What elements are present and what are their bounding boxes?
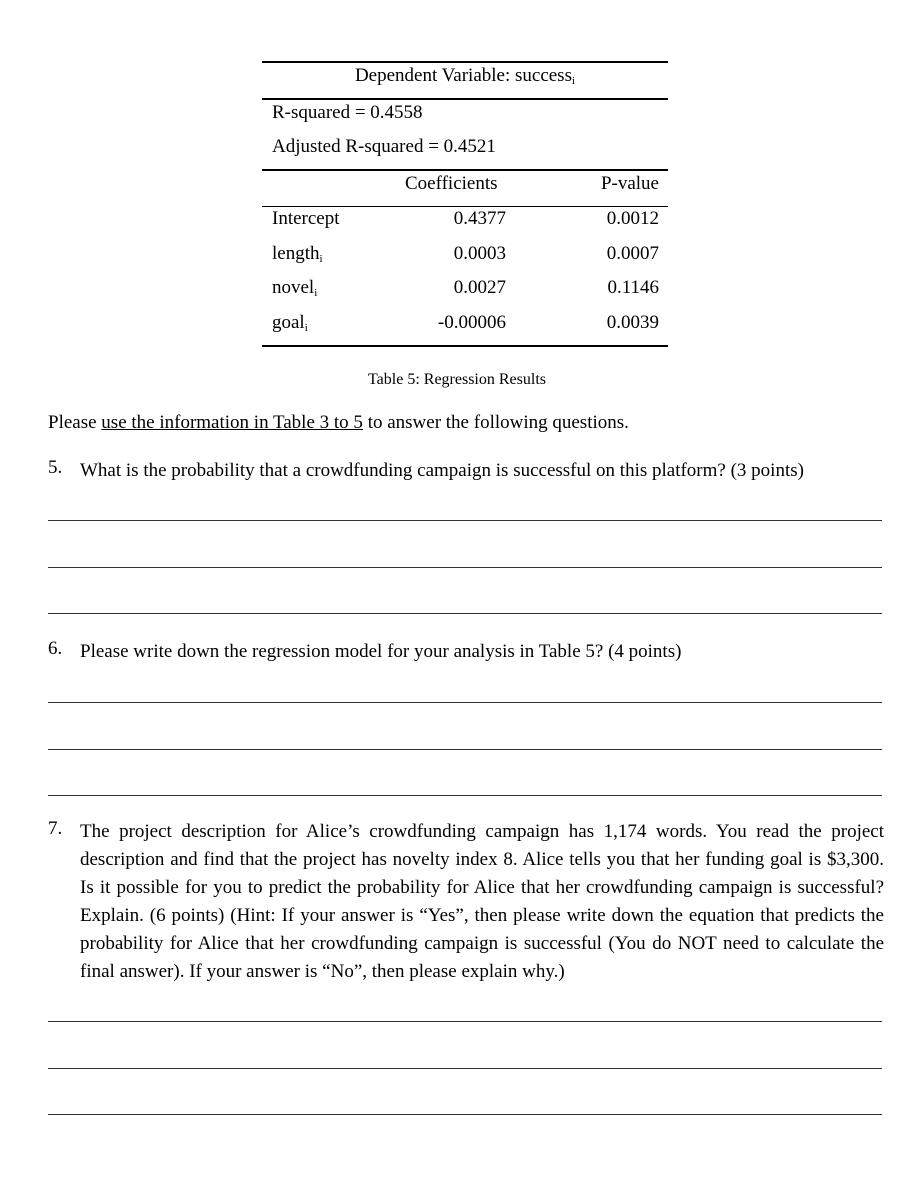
question-number: 5. (48, 457, 63, 478)
table-header-bottom-rule (262, 206, 668, 207)
row-pvalue: 0.1146 (607, 277, 659, 298)
table-top-rule (262, 61, 668, 63)
table-title-rule (262, 98, 668, 100)
row-label: Intercept (272, 208, 340, 229)
answer-line[interactable] (48, 1068, 882, 1069)
table-header-top-rule (262, 169, 668, 171)
answer-line[interactable] (48, 613, 882, 614)
answer-line[interactable] (48, 1021, 882, 1022)
row-pvalue: 0.0039 (606, 312, 659, 333)
col-header-pvalue: P-value (600, 173, 659, 194)
question-text: What is the probability that a crowdfunding campaign is successful on this platform? (3 points) (80, 460, 804, 481)
adj-r-squared-row (262, 136, 668, 162)
table-row (262, 277, 668, 303)
table-row (262, 312, 668, 338)
row-coefficient: 0.0027 (453, 277, 506, 298)
answer-line[interactable] (48, 1114, 882, 1115)
row-coefficient: 0.0003 (453, 243, 506, 264)
table-bottom-rule (262, 345, 668, 347)
table-title-row (262, 65, 668, 91)
answer-line[interactable] (48, 749, 882, 750)
table-row (262, 208, 668, 234)
row-pvalue: 0.0012 (606, 208, 659, 229)
row-coefficient: 0.4377 (453, 208, 506, 229)
answer-line[interactable] (48, 567, 882, 568)
row-coefficient: -0.00006 (437, 312, 506, 333)
question-number: 6. (48, 638, 63, 659)
table-caption: Table 5: Regression Results (368, 371, 546, 388)
question-7 (48, 818, 884, 986)
r-squared: R-squared = 0.4558 (272, 102, 423, 123)
instructions-reference: use the information in Table 3 to 5 (101, 412, 363, 433)
row-pvalue: 0.0007 (606, 243, 659, 264)
table-row (262, 243, 668, 269)
answer-line[interactable] (48, 795, 882, 796)
table-header-row (262, 173, 668, 199)
question-6 (48, 638, 884, 666)
question-text: The project description for Alice’s crowdfunding campaign has 1,174 words. You read the project description and find that the project has novelty index 8. Alice tells you that her funding goal is $3,300. Is it possible for you to predict the probability for Alice that her crowdfunding campaign is successful? Explain. (6 points) (Hint: If your answer is “Yes”, then please write down the equation that predicts the probability for Alice that her crowdfunding campaign is successful (You do NOT need to calculate the final answer). If your answer is “No”, then please explain why.) (80, 821, 884, 982)
instructions: Please use the information in Table 3 to 5 to answer the following questions. (48, 412, 629, 433)
row-label: length$_i$ (272, 243, 323, 265)
table-title: Dependent Variable: success$_i$ (354, 65, 576, 87)
answer-line[interactable] (48, 520, 882, 521)
row-label: goal$_i$ (272, 312, 308, 334)
col-header-coefficients: Coefficients (405, 173, 498, 194)
question-text: Please write down the regression model for your analysis in Table 5? (4 points) (80, 641, 682, 662)
r-squared-row (262, 102, 668, 128)
question-5 (48, 457, 884, 485)
row-label: novel$_i$ (272, 277, 318, 299)
question-number: 7. (48, 818, 63, 839)
adj-r-squared: Adjusted R-squared = 0.4521 (272, 136, 496, 157)
answer-line[interactable] (48, 702, 882, 703)
